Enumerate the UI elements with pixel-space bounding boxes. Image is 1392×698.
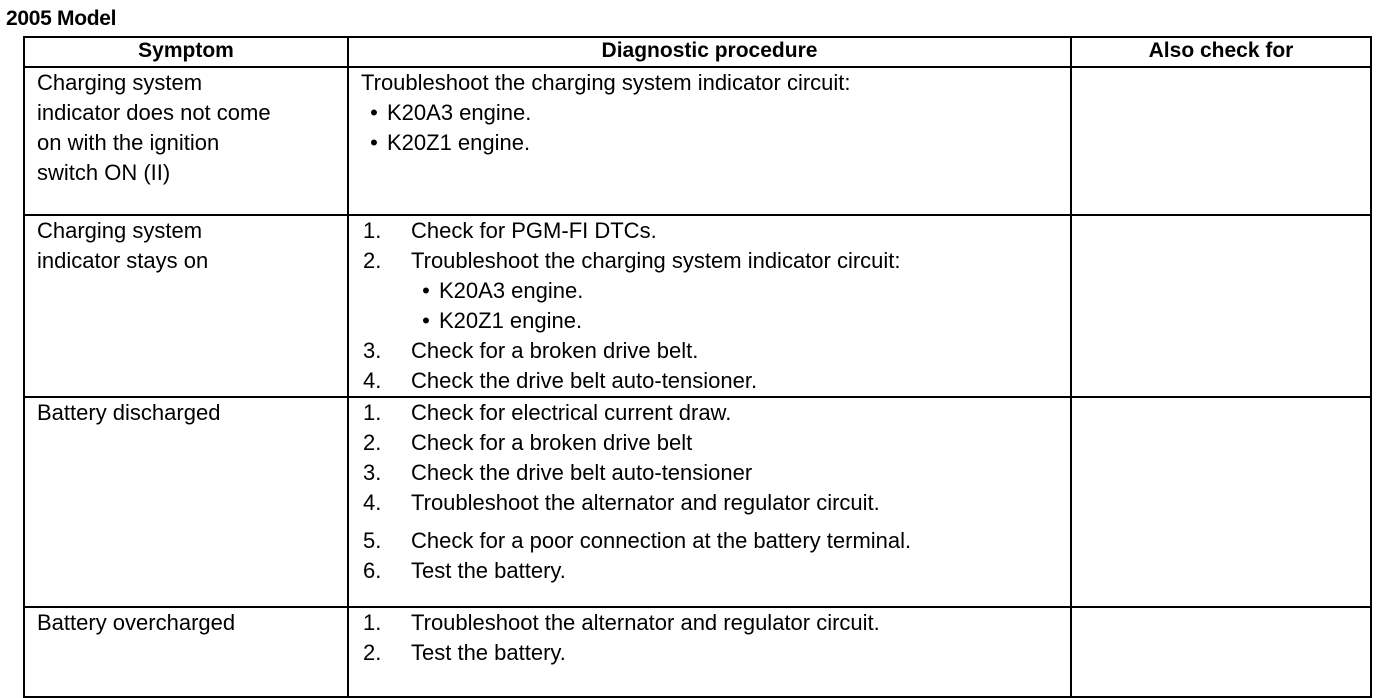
table-row bbox=[24, 67, 1371, 215]
also-check-cell bbox=[1071, 607, 1371, 697]
bullet-icon: • bbox=[370, 130, 378, 155]
bullet-item: • K20A3 engine. bbox=[361, 98, 1070, 128]
procedure-cell bbox=[348, 215, 1071, 397]
step-item: 1. Check for electrical current draw. bbox=[363, 400, 732, 425]
step-item: 4. Check the drive belt auto-tensioner. bbox=[363, 368, 758, 393]
also-check-cell bbox=[1071, 397, 1371, 607]
page-title: 2005 Model bbox=[6, 7, 117, 30]
step-item: 4. Troubleshoot the alternator and regulator circuit. bbox=[363, 490, 880, 515]
step-item: 2. Check for a broken drive belt bbox=[363, 430, 693, 455]
sub-bullet-item: • K20A3 engine. bbox=[361, 276, 1070, 306]
sub-bullet-item: • K20Z1 engine. bbox=[361, 306, 1070, 336]
step-item: 1. Check for PGM-FI DTCs. bbox=[363, 218, 657, 243]
bullet-icon: • bbox=[422, 278, 430, 303]
symptom-line: indicator stays on bbox=[37, 248, 209, 273]
procedure-intro: Troubleshoot the charging system indicator circuit: bbox=[361, 70, 851, 95]
step-item: 1. Troubleshoot the alternator and regulator circuit. bbox=[363, 610, 880, 635]
symptom-line: on with the ignition bbox=[37, 130, 220, 155]
step-item: 6. Test the battery. bbox=[363, 558, 566, 583]
bullet-item: • K20Z1 engine. bbox=[361, 128, 1070, 158]
step-item: 5. Check for a poor connection at the battery terminal. bbox=[363, 528, 912, 553]
table-row bbox=[24, 397, 1371, 607]
procedure-cell bbox=[348, 67, 1071, 215]
symptom-cell bbox=[24, 607, 348, 697]
bullet-icon: • bbox=[370, 100, 378, 125]
symptom-line: switch ON (II) bbox=[37, 160, 171, 185]
symptom-line: Charging system bbox=[37, 70, 203, 95]
step-item: 2. Test the battery. bbox=[363, 640, 566, 665]
table-row bbox=[24, 607, 1371, 697]
symptom-cell bbox=[24, 215, 348, 397]
table-header-row bbox=[24, 37, 1371, 67]
symptom-line: Charging system bbox=[37, 218, 203, 243]
header-symptom: Symptom bbox=[24, 37, 348, 67]
symptom-cell bbox=[24, 67, 348, 215]
symptom-line: Battery discharged bbox=[37, 400, 221, 425]
symptom-line: Battery overcharged bbox=[37, 610, 236, 635]
header-also-check-for: Also check for bbox=[1071, 37, 1371, 67]
symptom-line: indicator does not come bbox=[37, 100, 271, 125]
also-check-cell bbox=[1071, 215, 1371, 397]
troubleshooting-table bbox=[23, 36, 1372, 698]
also-check-cell bbox=[1071, 67, 1371, 215]
procedure-cell bbox=[348, 397, 1071, 607]
table-row bbox=[24, 215, 1371, 397]
symptom-cell bbox=[24, 397, 348, 607]
step-item: 2. Troubleshoot the charging system indicator circuit: bbox=[363, 248, 901, 273]
procedure-cell bbox=[348, 607, 1071, 697]
bullet-icon: • bbox=[422, 308, 430, 333]
step-item: 3. Check the drive belt auto-tensioner bbox=[363, 460, 753, 485]
header-diagnostic-procedure: Diagnostic procedure bbox=[348, 37, 1071, 67]
step-item: 3. Check for a broken drive belt. bbox=[363, 338, 699, 363]
